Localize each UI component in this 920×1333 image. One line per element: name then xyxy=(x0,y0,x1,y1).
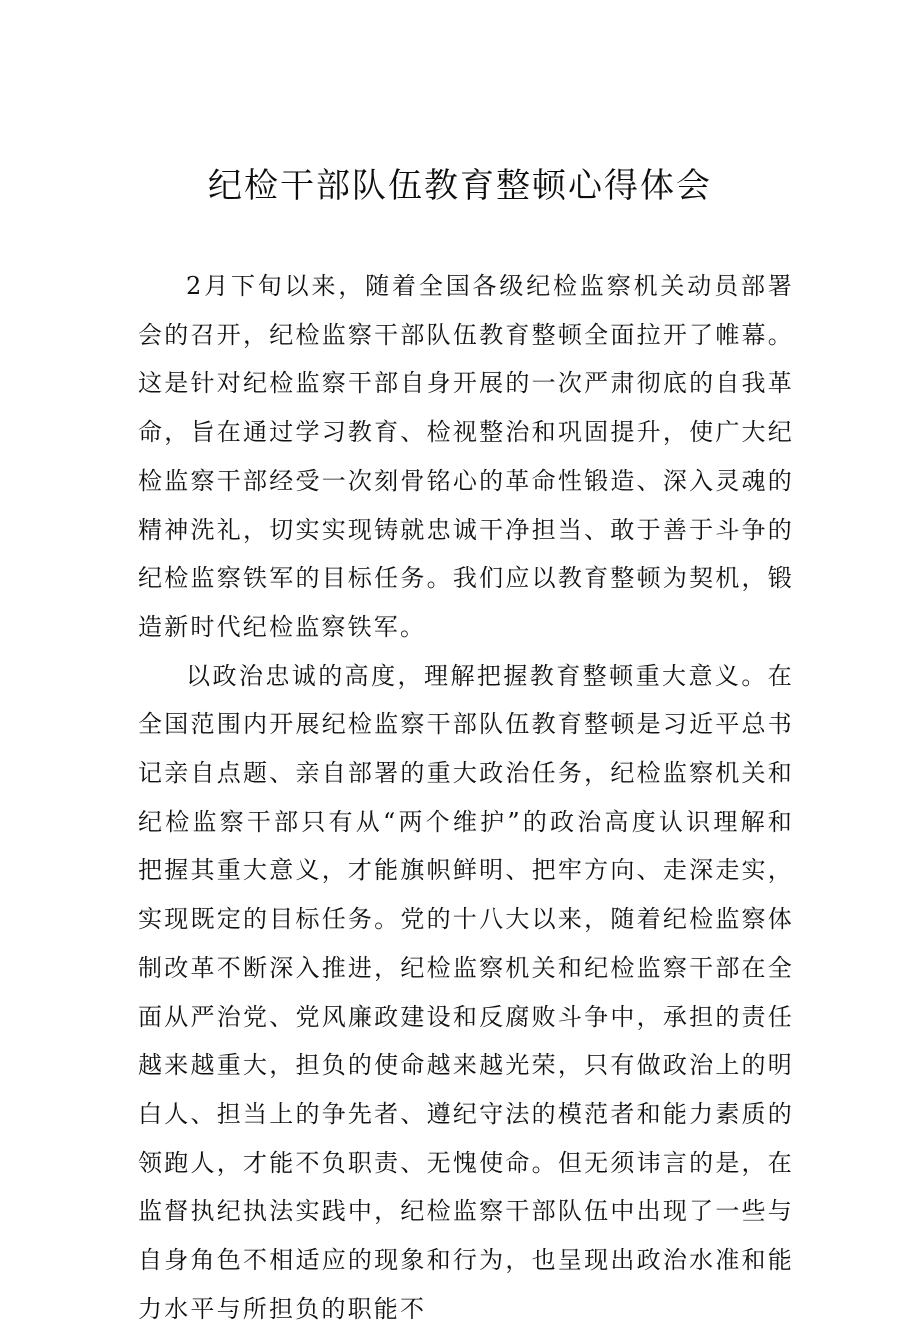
paragraph-1: 2月下旬以来，随着全国各级纪检监察机关动员部署会的召开，纪检监察干部队伍教育整顿全面拉开了帷幕。这是针对纪检监察干部自身开展的一次严肃彻底的自我革命，旨在通过学习教育、检视整治和巩固提升，使广大纪检监察干部经受一次刻骨铭心的革命性锻造、深入灵魂的精神洗礼，切实实现铸就忠诚干净担当、敢于善于斗争的纪检监察铁军的目标任务。我们应以教育整顿为契机，锻造新时代纪检监察铁军。 xyxy=(138,272,794,641)
document-title: 纪检干部队伍教育整顿心得体会 xyxy=(208,166,712,206)
document-body xyxy=(138,262,794,1333)
paragraph-2: 以政治忠诚的高度，理解把握教育整顿重大意义。在全国范围内开展纪检监察干部队伍教育整顿是习近平总书记亲自点题、亲自部署的重大政治任务，纪检监察机关和纪检监察干部只有从“两个维护”的政治高度认识理解和把握其重大意义，才能旗帜鲜明、把牢方向、走深走实，实现既定的目标任务。党的十八大以来，随着纪检监察体制改革不断深入推进，纪检监察机关和纪检监察干部在全面从严治党、党风廉政建设和反腐败斗争中，承担的责任越来越重大，担负的使命越来越光荣，只有做政治上的明白人、担当上的争先者、遵纪守法的模范者和能力素质的领跑人，才能不负职责、无愧使命。但无须讳言的是，在监督执纪执法实践中，纪检监察干部队伍中出现了一些与自身角色不相适应的现象和行为，也呈现出政治水准和能力水平与所担负的职能不 xyxy=(138,661,794,1323)
